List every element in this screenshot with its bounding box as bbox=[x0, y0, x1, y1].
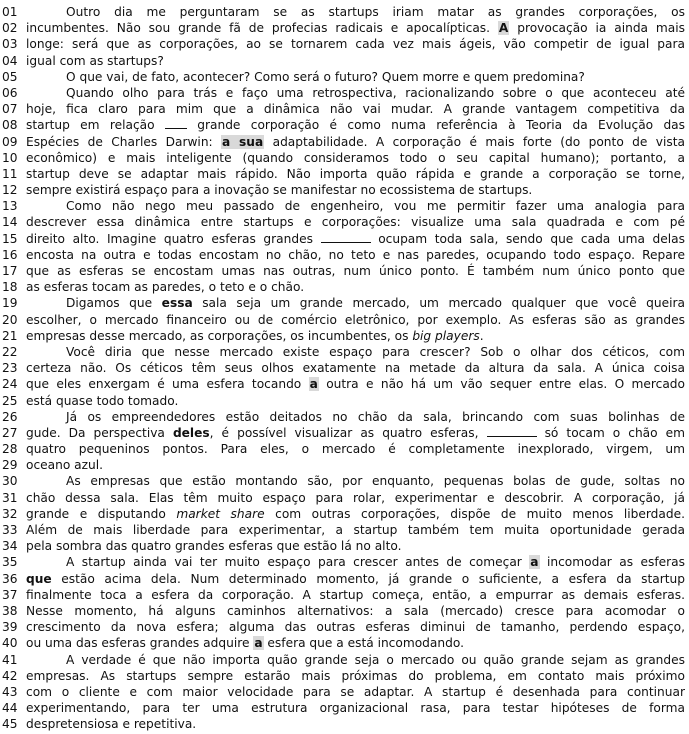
line-text bbox=[26, 134, 685, 150]
text-segment: sempre existirá espaço para a inovação se manifestar no ecossistema de startups. bbox=[26, 183, 533, 198]
text-line bbox=[2, 344, 685, 360]
line-text bbox=[26, 231, 685, 247]
line-text bbox=[26, 20, 685, 36]
text-segment: , é possível visualizar as quatro esferas, bbox=[209, 425, 487, 440]
line-text bbox=[26, 700, 685, 716]
line-text bbox=[26, 652, 685, 668]
line-number: 35 bbox=[2, 555, 18, 570]
italic-term: big players bbox=[412, 328, 480, 343]
line-text bbox=[26, 571, 685, 587]
line-number: 04 bbox=[2, 53, 18, 68]
text-line bbox=[2, 652, 685, 668]
text-line bbox=[2, 182, 685, 198]
line-text bbox=[26, 295, 685, 311]
line-text bbox=[26, 166, 685, 182]
line-number: 09 bbox=[2, 134, 18, 149]
line-text bbox=[26, 393, 685, 409]
text-segment: provocação ia ainda mais bbox=[509, 21, 685, 36]
text-line bbox=[2, 279, 685, 295]
line-number: 44 bbox=[2, 701, 18, 716]
text-line bbox=[2, 376, 685, 392]
text-segment: descrever essa dinâmica entre startups e corporações: visualize uma sala quadrada e com pé bbox=[26, 215, 685, 230]
text-segment: incumbentes. Não sou grande fã de profecias radicais e apocalípticas. bbox=[26, 21, 498, 36]
line-text bbox=[26, 69, 685, 85]
line-text bbox=[26, 182, 685, 198]
text-segment: Digamos que bbox=[66, 296, 162, 311]
text-segment: longe: será que as corporações, ao se tornarem cada vez mais ágeis, vão competir de igual para bbox=[26, 37, 685, 52]
highlighted-word: a bbox=[530, 555, 539, 570]
text-segment: empresas desse mercado, as corporações, os incumbentes, os bbox=[26, 328, 413, 343]
highlighted-word: a bbox=[254, 636, 263, 651]
text-segment: encosta na outra e todas encostam no chão, no teto e nas paredes, ocupando todo espaço. Repare bbox=[26, 247, 685, 262]
text-line bbox=[2, 53, 685, 69]
text-line bbox=[2, 538, 685, 554]
text-segment: adaptabilidade. A corporação é mais forte (do ponto de vista bbox=[264, 134, 685, 149]
line-number: 11 bbox=[2, 166, 18, 181]
text-segment: grande e disputando bbox=[26, 506, 177, 521]
line-text bbox=[26, 716, 685, 732]
fill-in-blank bbox=[321, 231, 371, 243]
text-line bbox=[2, 150, 685, 166]
bold-word: essa bbox=[161, 296, 193, 311]
line-number: 12 bbox=[2, 183, 18, 198]
line-number: 27 bbox=[2, 425, 18, 440]
text-segment: quatro pequeninos pontos. Para eles, o mercado é completamente inexplorado, virgem, um bbox=[26, 442, 685, 457]
text-segment: estão acima dela. Num determinado momento, já grande o suficiente, a esfera da startup bbox=[51, 571, 685, 586]
line-text bbox=[26, 36, 685, 52]
text-line bbox=[2, 619, 685, 635]
line-text bbox=[26, 150, 685, 166]
line-number: 10 bbox=[2, 150, 18, 165]
text-line bbox=[2, 198, 685, 214]
text-segment: gude. Da perspectiva bbox=[26, 425, 173, 440]
text-segment: Como não nego meu passado de engenheiro, vou me permitir fazer uma analogia para bbox=[66, 199, 685, 214]
line-text bbox=[26, 53, 685, 69]
text-line bbox=[2, 360, 685, 376]
line-number: 37 bbox=[2, 587, 18, 602]
line-text bbox=[26, 425, 685, 441]
line-number: 17 bbox=[2, 264, 18, 278]
line-text bbox=[26, 198, 685, 214]
line-number: 22 bbox=[2, 344, 18, 359]
text-line bbox=[2, 134, 685, 150]
text-line bbox=[2, 312, 685, 328]
line-number: 20 bbox=[2, 312, 18, 327]
text-segment: igual com as startups? bbox=[26, 53, 164, 68]
line-text bbox=[26, 328, 685, 344]
text-line bbox=[2, 635, 685, 651]
line-text bbox=[26, 441, 685, 457]
text-segment: Você diria que nesse mercado existe espaço para crescer? Sob o olhar dos céticos, com bbox=[66, 344, 685, 359]
line-number: 29 bbox=[2, 458, 18, 473]
text-segment: A startup ainda vai ter muito espaço para crescer antes de começar bbox=[66, 555, 530, 570]
text-segment: as esferas tocam as paredes, o teto e o chão. bbox=[26, 280, 305, 295]
text-segment: está quase todo tomado. bbox=[26, 393, 179, 408]
text-line bbox=[2, 554, 685, 570]
text-line bbox=[2, 457, 685, 473]
text-line bbox=[2, 668, 685, 684]
text-line bbox=[2, 247, 685, 263]
text-line bbox=[2, 425, 685, 441]
fill-in-blank bbox=[165, 117, 187, 129]
text-segment: Além de mais liberdade para experimentar, a startup também tem muita oportunidade gerada bbox=[26, 523, 685, 537]
text-line bbox=[2, 473, 685, 489]
line-number: 19 bbox=[2, 296, 18, 311]
line-number: 30 bbox=[2, 474, 18, 489]
text-line bbox=[2, 684, 685, 700]
line-number: 16 bbox=[2, 247, 18, 262]
line-number: 40 bbox=[2, 636, 18, 651]
line-number: 38 bbox=[2, 603, 18, 618]
line-text bbox=[26, 101, 685, 117]
text-segment: grande corporação é como numa referência à Teoria da Evolução das bbox=[186, 118, 685, 133]
text-line bbox=[2, 522, 685, 538]
line-text bbox=[26, 312, 685, 328]
text-line bbox=[2, 117, 685, 133]
line-number: 21 bbox=[2, 328, 18, 343]
line-number: 07 bbox=[2, 102, 18, 117]
text-segment: Quando olho para trás e faço uma retrospectiva, racionalizando sobre o que aconteceu até bbox=[66, 85, 685, 100]
text-segment: outra e não há um vão sequer entre elas. O mercado bbox=[318, 377, 685, 392]
line-text bbox=[26, 587, 685, 603]
text-line bbox=[2, 4, 685, 20]
text-segment: sala seja um grande mercado, um mercado qualquer que você queira bbox=[192, 296, 685, 311]
line-number: 08 bbox=[2, 118, 18, 133]
text-line bbox=[2, 20, 685, 36]
text-line bbox=[2, 231, 685, 247]
fill-in-blank bbox=[487, 425, 537, 437]
text-segment: startup em relação bbox=[26, 118, 165, 133]
text-line bbox=[2, 36, 685, 52]
italic-term: market share bbox=[176, 506, 265, 521]
line-number: 05 bbox=[2, 69, 18, 84]
line-text bbox=[26, 603, 685, 619]
line-number: 31 bbox=[2, 490, 18, 505]
text-line bbox=[2, 571, 685, 587]
text-segment: certeza não. Os céticos têm seus olhos exatamente na metade da altura da sala. A única coisa bbox=[26, 361, 685, 376]
line-number: 33 bbox=[2, 523, 18, 537]
line-text bbox=[26, 635, 685, 651]
line-number: 32 bbox=[2, 506, 18, 521]
text-segment: O que vai, de fato, acontecer? Como será o futuro? Quem morre e quem predomina? bbox=[66, 69, 585, 84]
text-segment: só tocam o chão em bbox=[536, 425, 685, 440]
text-segment: que as esferas se encostam umas nas outras, num único ponto. É também num único ponto que bbox=[26, 264, 685, 278]
text-segment: com outras corporações, dispõe de muito menos liberdade. bbox=[264, 506, 685, 521]
text-segment: ocupam toda sala, sendo que cada uma delas bbox=[370, 231, 685, 246]
line-text bbox=[26, 85, 685, 101]
line-number: 06 bbox=[2, 85, 18, 100]
line-number: 45 bbox=[2, 717, 18, 732]
text-segment: despretensiosa e repetitiva. bbox=[26, 717, 197, 732]
text-line bbox=[2, 603, 685, 619]
line-text bbox=[26, 409, 685, 425]
line-text bbox=[26, 457, 685, 473]
text-line bbox=[2, 295, 685, 311]
text-segment: esfera que a está incomodando. bbox=[263, 636, 464, 651]
line-number: 03 bbox=[2, 37, 18, 52]
line-number: 01 bbox=[2, 5, 18, 19]
text-segment: Outro dia me perguntaram se as startups iriam matar as grandes corporações, os bbox=[66, 5, 685, 19]
line-number: 28 bbox=[2, 442, 18, 457]
line-text bbox=[26, 117, 685, 133]
line-text bbox=[26, 538, 685, 554]
text-segment: A verdade é que não importa quão grande seja o mercado ou quão grande sejam as grandes bbox=[66, 652, 685, 667]
line-number: 24 bbox=[2, 377, 18, 392]
highlighted-word: a bbox=[309, 377, 318, 392]
line-text bbox=[26, 473, 685, 489]
line-text bbox=[26, 522, 685, 538]
line-text bbox=[26, 263, 685, 279]
line-number: 18 bbox=[2, 280, 18, 295]
text-segment: finalmente toca a esfera da corporação. A startup começa, então, a empurrar as demais esferas. bbox=[26, 587, 685, 602]
text-segment: As empresas que estão montando são, por enquanto, pequenas bolas de gude, soltas no bbox=[66, 474, 685, 489]
text-segment: crescimento da nova esfera; alguma das outras esferas diminui de tamanho, perdendo espaço, bbox=[26, 620, 685, 635]
text-segment: econômico) e mais inteligente (quando consideramos todo o seu capital humano); portanto, a bbox=[26, 150, 685, 165]
text-segment: hoje, fica claro para mim que a dinâmica não vai mudar. A grande vantagem competitiva da bbox=[26, 102, 685, 117]
text-segment: chão dessa sala. Elas têm muito espaço para rolar, experimentar e descobrir. A corporação, já bbox=[26, 490, 685, 505]
text-segment: . bbox=[479, 328, 484, 343]
line-number: 42 bbox=[2, 668, 18, 683]
text-segment: pela sombra das quatro grandes esferas que estão lá no alto. bbox=[26, 539, 402, 554]
line-number: 15 bbox=[2, 231, 18, 246]
text-segment: Já os empreendedores estão deitados no chão da sala, brincando com suas bolinhas de bbox=[66, 409, 685, 424]
text-segment: Espécies de Charles Darwin: bbox=[26, 134, 222, 149]
text-line bbox=[2, 328, 685, 344]
line-text bbox=[26, 619, 685, 635]
line-text bbox=[26, 684, 685, 700]
line-text bbox=[26, 506, 685, 522]
line-number: 14 bbox=[2, 215, 18, 230]
highlighted-word: a sua bbox=[222, 134, 264, 149]
text-line bbox=[2, 409, 685, 425]
line-number: 25 bbox=[2, 393, 18, 408]
line-text bbox=[26, 376, 685, 392]
bold-word: que bbox=[26, 571, 52, 586]
text-line bbox=[2, 490, 685, 506]
line-text bbox=[26, 247, 685, 263]
line-number: 43 bbox=[2, 684, 18, 699]
line-number: 36 bbox=[2, 571, 18, 586]
text-line bbox=[2, 700, 685, 716]
text-line bbox=[2, 85, 685, 101]
text-segment: Nesse momento, há alguns caminhos alternativos: a sala (mercado) cresce para acomodar o bbox=[26, 603, 685, 618]
text-line bbox=[2, 393, 685, 409]
text-line bbox=[2, 263, 685, 279]
line-number: 13 bbox=[2, 199, 18, 214]
bold-word: deles bbox=[172, 425, 210, 440]
text-line bbox=[2, 69, 685, 85]
text-segment: incomodar as esferas bbox=[539, 555, 685, 570]
line-number: 23 bbox=[2, 361, 18, 376]
text-segment: oceano azul. bbox=[26, 458, 104, 473]
line-text bbox=[26, 344, 685, 360]
line-text bbox=[26, 554, 685, 570]
line-number: 34 bbox=[2, 539, 18, 554]
line-number: 26 bbox=[2, 409, 18, 424]
text-segment: escolher, o mercado financeiro ou de comércio eletrônico, por exemplo. As esferas são as grandes bbox=[26, 312, 685, 327]
text-line bbox=[2, 214, 685, 230]
text-line bbox=[2, 587, 685, 603]
text-line bbox=[2, 716, 685, 732]
text-segment: ou uma das esferas grandes adquire bbox=[26, 636, 254, 651]
highlighted-word: A bbox=[498, 21, 509, 36]
line-number: 02 bbox=[2, 21, 18, 36]
line-text bbox=[26, 490, 685, 506]
text-line bbox=[2, 506, 685, 522]
line-number: 39 bbox=[2, 620, 18, 635]
text-line bbox=[2, 166, 685, 182]
text-segment: direito alto. Imagine quatro esferas grandes bbox=[26, 231, 321, 246]
line-text bbox=[26, 214, 685, 230]
text-segment: empresas. As startups sempre estarão mais próximas do problema, em contato mais próximo bbox=[26, 668, 685, 683]
text-line bbox=[2, 101, 685, 117]
text-segment: experimentando, para ter uma estrutura organizacional rasa, para testar hipóteses de forma bbox=[26, 701, 685, 716]
line-text bbox=[26, 4, 685, 20]
text-line bbox=[2, 441, 685, 457]
line-text bbox=[26, 668, 685, 684]
line-text bbox=[26, 279, 685, 295]
line-text bbox=[26, 360, 685, 376]
line-number: 41 bbox=[2, 652, 18, 667]
text-segment: que eles enxergam é uma esfera tocando bbox=[26, 377, 309, 392]
text-segment: startup deve se adaptar mais rápido. Não importa quão rápida e grande a corporação se torne, bbox=[26, 166, 685, 181]
text-segment: com o cliente e com maior velocidade para se adaptar. A startup é desenhada para continuar bbox=[26, 684, 685, 699]
